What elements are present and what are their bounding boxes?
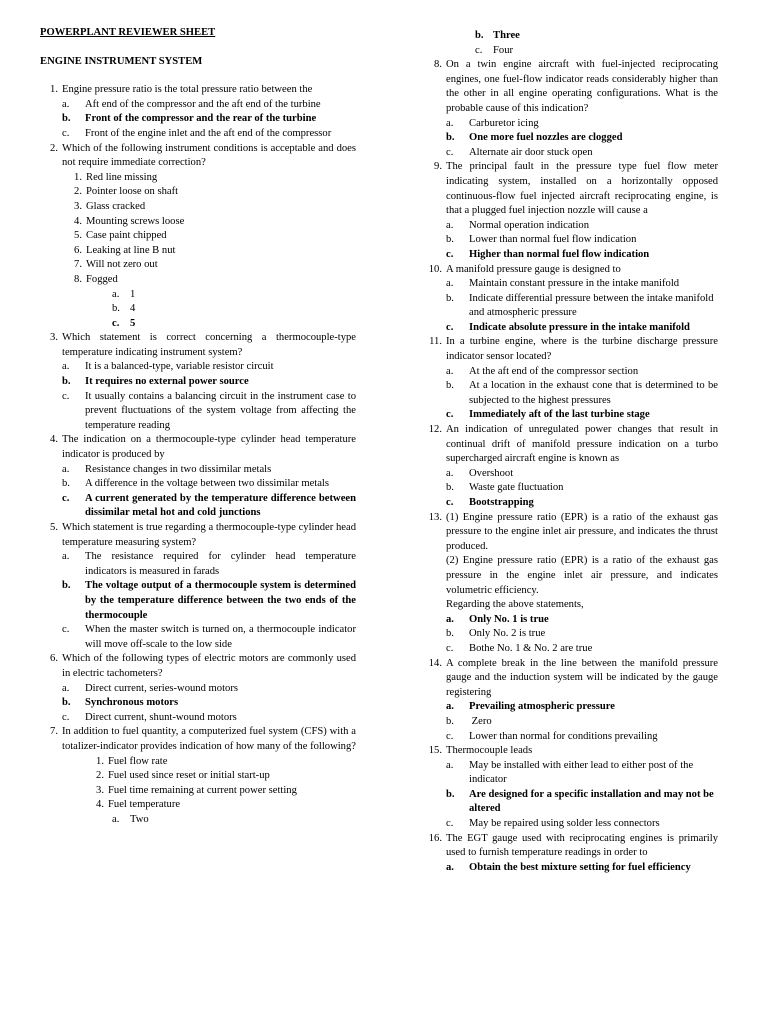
question-number: 8.	[434, 59, 442, 71]
item-text: Will not zero out	[86, 259, 158, 271]
option-text: Overshoot	[469, 467, 514, 479]
option-text: At the aft end of the compressor section	[469, 365, 639, 377]
statement-2: (2) Engine pressure ratio (EPR) is a ratio of the exhaust gas pressure in the engine inlet air pressure, and indicates volumetric efficiency.	[446, 555, 718, 596]
option-letter: b.	[112, 303, 120, 315]
item-number: 2.	[96, 770, 104, 782]
option-text: At a location in the exhaust cone that is determined to be subjected to the highest pressures	[469, 380, 718, 406]
option-c	[424, 408, 718, 423]
option-letter: a.	[446, 701, 454, 713]
item-number: 7.	[74, 259, 82, 271]
option-text: Indicate absolute pressure in the intake manifold	[469, 321, 690, 333]
option-b	[40, 477, 356, 492]
option-letter: c.	[62, 390, 70, 402]
option-text: Indicate differential pressure between the intake manifold and atmospheric pressure	[469, 292, 714, 319]
option-c	[40, 492, 356, 521]
option-a	[40, 98, 356, 113]
option-text: The resistance required for cylinder head temperature indicators is measured in farads	[85, 551, 356, 577]
option-letter: b.	[62, 113, 71, 125]
option-a	[424, 117, 718, 132]
option-letter: a.	[446, 613, 454, 625]
list-item	[40, 185, 356, 200]
option-a	[424, 277, 718, 292]
item-text: Glass cracked	[86, 200, 146, 212]
option-text: Front of the compressor and the rear of the turbine	[85, 113, 317, 125]
option-a	[40, 813, 356, 828]
option-text: It is a balanced-type, variable resistor circuit	[85, 361, 274, 373]
option-b	[424, 233, 718, 248]
question-number: 4.	[50, 434, 58, 446]
option-letter: c.	[62, 492, 70, 504]
option-letter: a.	[446, 219, 454, 231]
question-text: Which statement is true regarding a thermocouple-type cylinder head temperature measuring system?	[62, 522, 356, 548]
option-text: Lower than normal for conditions prevailing	[469, 730, 658, 742]
option-text: Lower than normal fuel flow indication	[469, 234, 637, 246]
option-c	[424, 730, 718, 745]
option-text: Maintain constant pressure in the intake manifold	[469, 278, 680, 290]
option-text: Carburetor icing	[469, 117, 539, 129]
option-a	[424, 613, 718, 628]
option-c	[424, 44, 718, 59]
option-text: It usually contains a balancing circuit in the instrument case to prevent fluctuations of the system voltage from affecting the temperature reading	[85, 390, 356, 431]
question-number: 7.	[50, 726, 58, 738]
question-10	[424, 263, 718, 278]
item-text: Fuel temperature	[108, 799, 181, 811]
option-letter: c.	[446, 248, 454, 260]
item-number: 1.	[74, 171, 82, 183]
question-number: 12.	[428, 424, 442, 436]
option-b	[40, 302, 356, 317]
option-a	[40, 360, 356, 375]
option-text: Only No. 1 is true	[469, 613, 549, 625]
option-text: Front of the engine inlet and the aft end of the compressor	[85, 127, 332, 139]
item-text: Pointer loose on shaft	[86, 186, 179, 198]
option-letter: c.	[62, 127, 70, 139]
option-letter: c.	[62, 711, 70, 723]
option-text: Synchronous motors	[85, 697, 179, 709]
option-text: 1	[130, 288, 136, 300]
question-number: 9.	[434, 161, 442, 173]
option-text: It requires no external power source	[85, 376, 249, 388]
option-text: Bootstrapping	[469, 497, 534, 508]
option-letter: a.	[446, 117, 454, 129]
question-number: 6.	[50, 653, 58, 665]
option-letter: b.	[446, 292, 454, 304]
option-letter: b.	[62, 697, 71, 709]
list-item	[40, 215, 356, 230]
option-c	[424, 248, 718, 263]
option-c	[40, 127, 356, 142]
option-text: A difference in the voltage between two dissimilar metals	[85, 478, 329, 490]
question-4	[40, 433, 356, 462]
question-text: A complete break in the line between the manifold pressure gauge and the induction system will be indicated by the gauge registering	[446, 657, 718, 698]
question-text: Engine pressure ratio is the total pressure ratio between the	[62, 84, 313, 96]
item-text: Case paint chipped	[86, 230, 167, 242]
option-b	[424, 29, 718, 44]
option-letter: b.	[446, 380, 454, 392]
list-item	[40, 258, 356, 273]
question-text: The principal fault in the pressure type fuel flow meter indicating system, installed on a horizontally opposed continuous-flow fuel injected aircraft reciprocating engine, is that a plugged fuel injection nozzle will cause a	[446, 161, 718, 217]
list-item	[40, 273, 356, 288]
question-16	[424, 832, 718, 861]
option-text: 5	[130, 317, 136, 329]
option-c	[40, 711, 356, 726]
question-5	[40, 521, 356, 550]
option-letter: a.	[62, 361, 70, 373]
question-6	[40, 652, 356, 681]
option-text: The voltage output of a thermocouple system is determined by the temperature difference between the two ends of the thermocouple	[85, 580, 356, 621]
question-text: The indication on a thermocouple-type cylinder head temperature indicator is produced by	[62, 434, 356, 461]
question-text: (1) Engine pressure ratio (EPR) is a ratio of the exhaust gas pressure to the engine inlet air pressure, and indicates the thrust produced.	[446, 511, 718, 552]
question-2	[40, 142, 356, 171]
option-b	[40, 579, 356, 623]
question-1	[40, 83, 356, 98]
option-text: Obtain the best mixture setting for fuel efficiency	[469, 861, 691, 873]
list-item	[40, 200, 356, 215]
item-text: Mounting screws loose	[86, 215, 185, 227]
question-text: A manifold pressure gauge is designed to	[446, 263, 621, 275]
question-number: 15.	[428, 745, 442, 757]
question-text: Which of the following instrument conditions is acceptable and does not require immediate correction?	[62, 142, 356, 169]
option-letter: c.	[446, 730, 454, 742]
item-number: 5.	[74, 230, 82, 242]
question-text: On a twin engine aircraft with fuel-injected reciprocating engines, one fuel-flow indicator reads considerably higher than the other in all engine operating configurations. What is the probable cause of this indication?	[446, 59, 718, 114]
option-text: Waste gate fluctuation	[469, 482, 564, 494]
option-letter: b.	[446, 482, 454, 494]
item-text: Fuel used since reset or initial start-up	[108, 770, 270, 782]
item-text: Leaking at line B nut	[86, 244, 176, 256]
list-item	[40, 171, 356, 186]
question-text: Which statement is correct concerning a thermocouple-type temperature indicating instrument system?	[62, 332, 356, 358]
question-15	[424, 744, 718, 759]
question-7	[40, 725, 356, 754]
option-text: A current generated by the temperature difference between dissimilar metal hot and cold junctions	[85, 492, 356, 519]
option-a	[424, 861, 718, 876]
option-letter: c.	[446, 146, 454, 158]
option-letter: c.	[446, 818, 454, 830]
option-letter: c.	[446, 321, 454, 333]
option-text: May be installed with either lead to either post of the indicator	[469, 759, 694, 786]
option-letter: c.	[112, 317, 120, 329]
list-item	[40, 784, 356, 799]
option-text: Zero	[469, 715, 492, 727]
question-number: 11.	[429, 336, 442, 348]
option-c	[424, 146, 718, 161]
option-letter: a.	[446, 278, 454, 290]
option-text: Aft end of the compressor and the aft end of the turbine	[85, 98, 321, 110]
option-letter: a.	[112, 288, 120, 300]
question-text: Which of the following types of electric motors are commonly used in electric tachometers?	[62, 653, 356, 679]
question-text: In addition to fuel quantity, a computerized fuel system (CFS) with a totalizer-indicator provides indication of how many of the following?	[62, 726, 356, 752]
option-letter: c.	[475, 44, 483, 56]
option-letter: c.	[62, 624, 70, 636]
option-text: Direct current, series-wound motors	[85, 682, 238, 694]
option-letter: a.	[446, 467, 454, 479]
list-item	[40, 229, 356, 244]
option-b	[424, 481, 718, 496]
item-number: 3.	[96, 784, 104, 796]
right-column	[424, 29, 718, 875]
option-b	[424, 715, 718, 730]
option-text: May be repaired using solder less connectors	[469, 818, 660, 830]
item-number: 8.	[74, 273, 82, 285]
item-text: Red line missing	[86, 171, 158, 183]
list-item	[40, 798, 356, 813]
option-text: Three	[493, 30, 520, 41]
option-text: Are designed for a specific installation and may not be altered	[469, 788, 714, 815]
statement-prompt: Regarding the above statements,	[446, 599, 584, 611]
item-text: Fuel time remaining at current power setting	[108, 784, 297, 796]
option-a	[424, 219, 718, 234]
question-3	[40, 331, 356, 360]
option-letter: a.	[62, 463, 70, 475]
option-text: Alternate air door stuck open	[469, 146, 593, 158]
question-14	[424, 657, 718, 701]
option-text: Prevailing atmospheric pressure	[469, 701, 615, 713]
option-letter: b.	[446, 788, 455, 800]
option-b	[424, 627, 718, 642]
option-b	[424, 379, 718, 408]
option-letter: a.	[62, 551, 70, 563]
option-c	[424, 817, 718, 832]
item-number: 4.	[74, 215, 82, 227]
option-letter: a.	[112, 813, 120, 825]
item-number: 2.	[74, 186, 82, 198]
option-letter: b.	[62, 478, 70, 490]
option-a	[40, 463, 356, 478]
option-letter: a.	[446, 861, 454, 873]
option-letter: b.	[446, 132, 455, 144]
option-c	[40, 623, 356, 652]
item-number: 1.	[96, 755, 104, 767]
left-column	[40, 26, 356, 827]
option-text: Two	[130, 813, 149, 825]
list-item	[40, 244, 356, 259]
question-12	[424, 423, 718, 467]
question-number: 10.	[428, 263, 442, 275]
option-letter: b.	[446, 715, 454, 727]
item-text: Fogged	[86, 273, 118, 285]
option-a	[40, 288, 356, 303]
question-text: Thermocouple leads	[446, 745, 533, 757]
option-b	[424, 788, 718, 817]
option-text: Direct current, shunt-wound motors	[85, 711, 237, 723]
option-letter: b.	[475, 30, 484, 41]
option-text: 4	[130, 303, 136, 315]
option-text: When the master switch is turned on, a thermocouple indicator will move off-scale to the low side	[85, 624, 356, 650]
page-title: POWERPLANT REVIEWER SHEET	[40, 27, 216, 38]
option-letter: c.	[446, 409, 454, 421]
option-a	[40, 550, 356, 579]
option-a	[424, 759, 718, 788]
item-number: 6.	[74, 244, 82, 256]
option-c	[40, 317, 356, 332]
question-number: 3.	[50, 332, 58, 344]
question-number: 13.	[428, 511, 442, 523]
list-item	[40, 755, 356, 770]
option-b	[40, 375, 356, 390]
question-number: 2.	[50, 142, 58, 154]
question-number: 16.	[428, 832, 442, 844]
option-text: Four	[493, 44, 514, 56]
question-9	[424, 160, 718, 218]
section-heading: ENGINE INSTRUMENT SYSTEM	[40, 55, 203, 67]
option-b	[40, 696, 356, 711]
question-8	[424, 58, 718, 116]
option-text: Immediately aft of the last turbine stage	[469, 409, 650, 421]
option-letter: a.	[446, 365, 454, 377]
option-letter: b.	[446, 628, 454, 640]
option-letter: c.	[446, 497, 454, 508]
option-letter: b.	[62, 376, 71, 388]
question-text: In a turbine engine, where is the turbine discharge pressure indicator sensor located?	[446, 336, 718, 363]
question-number: 14.	[428, 657, 442, 669]
option-b	[424, 292, 718, 321]
option-letter: a.	[62, 98, 70, 110]
item-text: Fuel flow rate	[108, 755, 168, 767]
question-11	[424, 335, 718, 364]
question-13	[424, 511, 718, 555]
option-letter: c.	[446, 642, 454, 654]
option-c	[40, 390, 356, 434]
option-c	[424, 496, 718, 511]
question-number: 5.	[50, 522, 58, 533]
option-letter: a.	[62, 682, 70, 694]
item-number: 3.	[74, 200, 82, 212]
option-b	[424, 131, 718, 146]
list-item	[40, 769, 356, 784]
item-number: 4.	[96, 799, 104, 811]
option-text: One more fuel nozzles are clogged	[469, 132, 623, 144]
option-text: Bothe No. 1 & No. 2 are true	[469, 642, 593, 654]
question-text: An indication of unregulated power changes that result in continual drift of manifold pressure indication on a turbo supercharged aircraft engine is known as	[446, 424, 718, 465]
option-c	[424, 321, 718, 336]
option-letter: b.	[62, 580, 71, 592]
option-a	[424, 700, 718, 715]
option-b	[40, 112, 356, 127]
option-letter: b.	[446, 234, 454, 246]
option-text: Higher than normal fuel flow indication	[469, 248, 650, 260]
option-c	[424, 642, 718, 657]
option-letter: a.	[446, 759, 454, 771]
option-a	[424, 365, 718, 380]
question-number: 1.	[50, 84, 58, 96]
option-a	[40, 682, 356, 697]
question-text: The EGT gauge used with reciprocating engines is primarily used to furnish temperature readings in order to	[446, 832, 718, 859]
option-text: Normal operation indication	[469, 219, 590, 231]
option-text: Only No. 2 is true	[469, 628, 546, 640]
option-a	[424, 467, 718, 482]
option-text: Resistance changes in two dissimilar metals	[85, 463, 272, 475]
